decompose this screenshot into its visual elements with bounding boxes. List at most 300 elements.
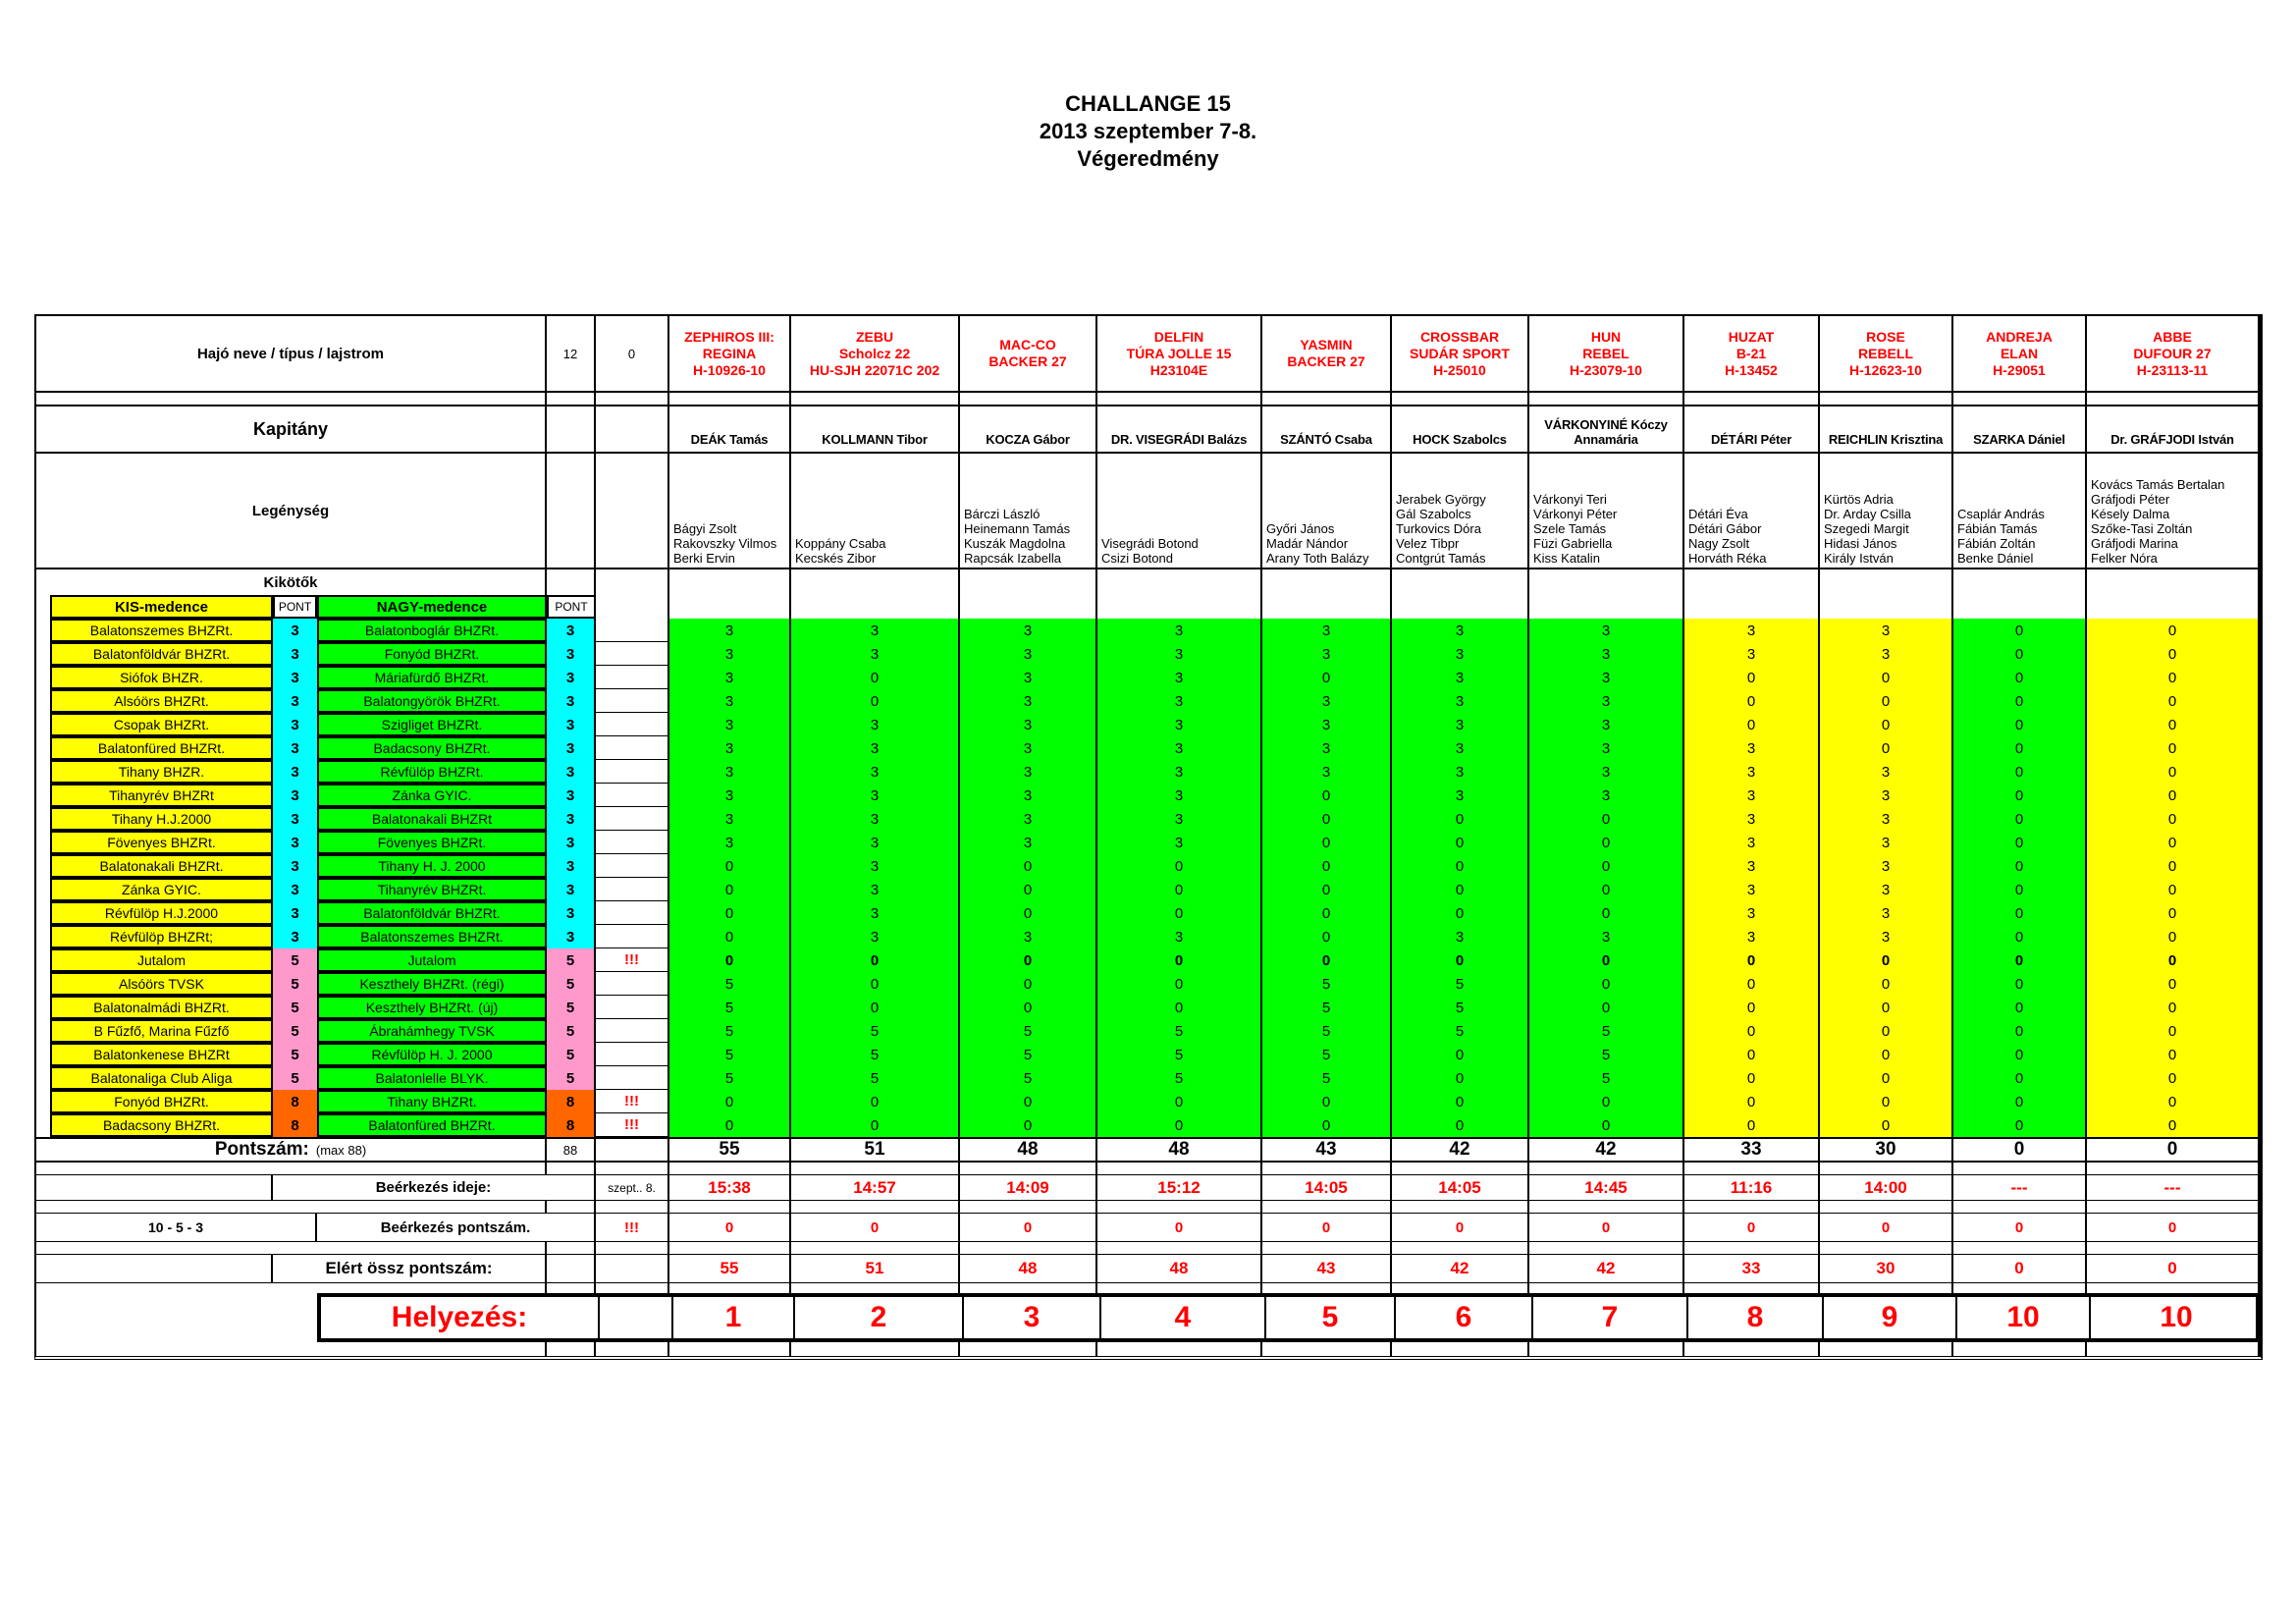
nagy-port-cell (317, 642, 547, 666)
score-cell: 3 (1529, 713, 1684, 736)
grid-line-cell (1529, 569, 1684, 595)
crew-member: Nagy Zsolt (1688, 536, 1750, 551)
score-cell: 5 (1262, 1043, 1392, 1066)
score-cell: 5 (791, 1019, 960, 1043)
page-title (0, 90, 2296, 173)
crew-cell (960, 454, 1097, 568)
warn-cell (596, 901, 669, 925)
arrival-time-cell: 14:00 (1820, 1175, 1953, 1200)
score-cell: 3 (1097, 831, 1262, 854)
warn-cell (596, 831, 669, 854)
port-row (36, 878, 2260, 901)
kis-port-box: Balatonszemes BHZRt. (50, 619, 273, 642)
boat-name-line: ROSE (1866, 328, 1905, 345)
points-max-value: 88 (547, 1139, 596, 1161)
boat-name-line: H-13452 (1725, 361, 1778, 378)
nagy-port-box: Keszthely BHZRt. (új) (317, 996, 547, 1019)
arrival-points-cell: 0 (669, 1214, 791, 1241)
score-cell: 0 (1953, 878, 2087, 901)
grid-line-cell (1392, 1163, 1529, 1174)
score-cell: 3 (791, 784, 960, 807)
arrival-time-cell: 14:05 (1262, 1175, 1392, 1200)
score-cell: 3 (1529, 642, 1684, 666)
grid-line-cell (1820, 1163, 1953, 1174)
nagy-port-box: Balatongyörök BHZRt. (317, 689, 547, 713)
nagy-port-cell (317, 1043, 547, 1066)
total-cell: 42 (1529, 1139, 1684, 1161)
nagy-port-cell (317, 878, 547, 901)
nagy-port-cell (317, 760, 547, 784)
score-cell: 0 (1529, 854, 1684, 878)
score-cell: 3 (960, 736, 1097, 760)
empty-cell (596, 1255, 669, 1282)
empty-cell (273, 1293, 317, 1342)
port-row (36, 925, 2260, 948)
gap-cell (36, 1163, 547, 1174)
port-row (36, 713, 2260, 736)
score-cell: 3 (1097, 713, 1262, 736)
arrival-time-cell: 14:05 (1392, 1175, 1529, 1200)
nagy-port-box: Balatonboglár BHZRt. (317, 619, 547, 642)
kis-pont-cell: 3 (273, 925, 317, 948)
kis-port-box: Balatonakali BHZRt. (50, 854, 273, 878)
boat-name-line: REBEL (1582, 345, 1629, 361)
nagy-port-box: Balatonfüred BHZRt. (317, 1113, 547, 1137)
pont2-header-cell (547, 595, 596, 619)
score-cell: 3 (669, 831, 791, 854)
arrival-points-cell: 0 (960, 1214, 1097, 1241)
gap-cell (596, 393, 669, 405)
score-cell: 5 (1097, 1019, 1262, 1043)
grid-line-cell (1953, 1163, 2087, 1174)
final-points-cell: 55 (669, 1255, 791, 1282)
crew-member: Benke Dániel (1957, 551, 2034, 566)
score-cell: 0 (2087, 1113, 2260, 1137)
score-cell: 0 (1684, 713, 1820, 736)
grid-line-cell (669, 1283, 791, 1293)
arrival-points-cell: 0 (2087, 1214, 2260, 1241)
boat-name-line: ZEPHIROS III: (684, 328, 774, 345)
grid-line-cell (1097, 1342, 1262, 1356)
kis-port-cell (36, 996, 273, 1019)
nagy-port-cell (317, 1019, 547, 1043)
score-cell: 0 (1529, 901, 1684, 925)
score-cell: 0 (1529, 996, 1684, 1019)
grid-line-cell (2087, 1163, 2260, 1174)
kis-port-box: Fövenyes BHZRt. (50, 831, 273, 854)
nagy-port-box: Badacsony BHZRt. (317, 736, 547, 760)
grid-strip (669, 1342, 2260, 1356)
kis-pont-cell: 3 (273, 878, 317, 901)
boat-name-line: REBELL (1858, 345, 1913, 361)
kis-port-box: Tihany BHZR. (50, 760, 273, 784)
points-total-label: Pontszám: (214, 1139, 309, 1160)
nagy-pont-cell: 3 (547, 878, 596, 901)
final-points-strip (669, 1255, 2260, 1282)
nagy-pont-cell: 3 (547, 760, 596, 784)
score-cell: 3 (1820, 784, 1953, 807)
score-cell: 3 (1097, 619, 1262, 642)
score-cell: 0 (1820, 996, 1953, 1019)
score-cell: 0 (669, 901, 791, 925)
score-cell: 0 (2087, 831, 2260, 854)
grid-line-cell (1953, 595, 2087, 619)
score-cell: 3 (960, 925, 1097, 948)
warn-cell (596, 996, 669, 1019)
gap-cell (596, 1283, 669, 1293)
grid-line-cell (1097, 1242, 1262, 1254)
grid-line-cell (960, 1242, 1097, 1254)
score-cell: 3 (669, 619, 791, 642)
empty-cell (36, 1175, 273, 1200)
score-cell: 0 (960, 948, 1097, 972)
crew-member: Várkonyi Teri (1533, 492, 1607, 507)
kis-port-box: Balatonaliga Club Aliga (50, 1066, 273, 1090)
grid-line-cell (1529, 1283, 1684, 1293)
score-cell: 5 (669, 972, 791, 996)
grid-line-cell (669, 1242, 791, 1254)
gap-cell (596, 1163, 669, 1174)
grid-strip (669, 393, 2260, 405)
grid-line-cell (791, 1242, 960, 1254)
boat-header-cell (1684, 316, 1820, 391)
pont-header-box: PONT (273, 595, 317, 619)
score-cell: 3 (1392, 760, 1529, 784)
boat-name-line: Scholcz 22 (838, 345, 911, 361)
port-row (36, 854, 2260, 878)
crew-list (1688, 507, 1766, 566)
score-cell: 5 (960, 1043, 1097, 1066)
score-cell: 0 (1953, 807, 2087, 831)
score-cell: 3 (1684, 831, 1820, 854)
score-cell: 0 (1262, 666, 1392, 689)
grid-line-cell (791, 1283, 960, 1293)
kis-pont-cell: 5 (273, 1066, 317, 1090)
arrival-time-cell: --- (1953, 1175, 2087, 1200)
boat-name-line: B-21 (1735, 345, 1767, 361)
score-cell: 3 (1684, 642, 1820, 666)
grid-line-cell (1953, 569, 2087, 595)
nagy-port-box: Zánka GYIC. (317, 784, 547, 807)
nagy-port-cell (317, 807, 547, 831)
crew-member: Turkovics Dóra (1396, 521, 1481, 536)
nagy-pont-cell: 3 (547, 736, 596, 760)
nagy-port-cell (317, 1066, 547, 1090)
final-points-row (36, 1254, 2260, 1283)
score-cell: 0 (2087, 996, 2260, 1019)
warn-cell (596, 1043, 669, 1066)
score-cell: 3 (1684, 619, 1820, 642)
port-row (36, 689, 2260, 713)
nagy-port-box: Révfülöp H. J. 2000 (317, 1043, 547, 1066)
warn-mark: !!! (596, 1214, 669, 1241)
score-cell: 3 (1097, 807, 1262, 831)
grid-line-cell (1684, 595, 1820, 619)
nagy-port-box: Jutalom (317, 948, 547, 972)
empty-cell (547, 406, 596, 452)
score-cell: 3 (1392, 925, 1529, 948)
kis-port-cell (36, 689, 273, 713)
grid-strip (669, 1242, 2260, 1254)
nagy-port-box: Ábrahámhegy TVSK (317, 1019, 547, 1043)
empty-cell (600, 1297, 673, 1338)
grid-line-cell (1684, 1201, 1820, 1213)
nagy-pont-cell: 5 (547, 996, 596, 1019)
warn-cell (596, 972, 669, 996)
score-cell: 3 (1262, 713, 1392, 736)
boat-name-line: H-10926-10 (693, 361, 766, 378)
score-cell: 0 (1684, 996, 1820, 1019)
score-cell: 0 (791, 996, 960, 1019)
score-cell: 3 (791, 831, 960, 854)
nagy-pont-cell: 3 (547, 901, 596, 925)
kis-port-cell (36, 925, 273, 948)
score-cell: 0 (1953, 1066, 2087, 1090)
kis-pont-cell: 5 (273, 948, 317, 972)
total-cell: 48 (960, 1139, 1097, 1161)
crew-member: Kiss Katalin (1533, 551, 1600, 566)
score-cell: 3 (1820, 831, 1953, 854)
score-cell: 0 (1684, 1019, 1820, 1043)
grid-line-cell (669, 569, 791, 595)
boat-header-cell (1953, 316, 2087, 391)
score-cell: 0 (1820, 666, 1953, 689)
final-points-cell: 51 (791, 1255, 960, 1282)
gap-row (36, 1242, 2260, 1254)
captains-strip (669, 406, 2260, 452)
points-total-label-cell (36, 1139, 547, 1161)
score-cell: 5 (1392, 996, 1529, 1019)
points-total-row (36, 1137, 2260, 1163)
boat-header-cell (2087, 316, 2260, 391)
grid-line-cell (1097, 1283, 1262, 1293)
crew-member: Kürtös Adria (1824, 492, 1894, 507)
arrival-time-cell: 14:09 (960, 1175, 1097, 1200)
score-cell: 0 (1262, 807, 1392, 831)
score-cell: 0 (1820, 948, 1953, 972)
nagy-port-cell (317, 1090, 547, 1113)
score-cell: 0 (2087, 736, 2260, 760)
grid-line-cell (1820, 569, 1953, 595)
score-cell: 0 (960, 1113, 1097, 1137)
grid-line-cell (1262, 1242, 1392, 1254)
score-cell: 0 (1953, 1090, 2087, 1113)
score-cell: 3 (1820, 878, 1953, 901)
warn-cell (596, 1066, 669, 1090)
nagy-port-cell (317, 666, 547, 689)
score-cell: 5 (960, 1066, 1097, 1090)
crew-member: Arany Toth Balázy (1266, 551, 1369, 566)
score-cell: 0 (1953, 925, 2087, 948)
grid-line-cell (2087, 1342, 2260, 1356)
score-cell: 0 (1684, 1066, 1820, 1090)
warn-cell: !!! (596, 1113, 669, 1137)
kis-port-box: Csopak BHZRt. (50, 713, 273, 736)
score-cell: 0 (1529, 1113, 1684, 1137)
score-cell: 5 (791, 1066, 960, 1090)
empty-cell (596, 406, 669, 452)
total-cell: 0 (1953, 1139, 2087, 1161)
score-cell: 0 (1953, 689, 2087, 713)
score-cell: 0 (1953, 948, 2087, 972)
score-cell: 3 (1529, 666, 1684, 689)
grid-line-cell (1529, 1242, 1684, 1254)
score-cell: 0 (1953, 1043, 2087, 1066)
grid-line-cell (1684, 1342, 1820, 1356)
score-cell: 3 (669, 784, 791, 807)
kis-port-cell (36, 1043, 273, 1066)
grid-line-cell (960, 1283, 1097, 1293)
port-row (36, 736, 2260, 760)
warn-cell (596, 642, 669, 666)
rank-cell: 1 (673, 1297, 795, 1338)
kis-port-cell (36, 948, 273, 972)
kis-port-box: Tihany H.J.2000 (50, 807, 273, 831)
score-cell: 0 (1529, 878, 1684, 901)
total-cell: 42 (1392, 1139, 1529, 1161)
grid-line-cell (1684, 393, 1820, 405)
score-cell: 0 (1953, 784, 2087, 807)
crew-member: Késely Dalma (2091, 507, 2170, 521)
grid-line-cell (1529, 1342, 1684, 1356)
score-cell: 5 (1392, 972, 1529, 996)
total-cell: 55 (669, 1139, 791, 1161)
score-cell: 3 (1262, 760, 1392, 784)
title-line2: 2013 szeptember 7-8. (1039, 119, 1257, 143)
score-cell: 3 (791, 736, 960, 760)
grid-line-cell (1392, 1283, 1529, 1293)
total-cell: 0 (2087, 1139, 2260, 1161)
kis-port-box: Tihanyrév BHZRt (50, 784, 273, 807)
grid-line-cell (960, 1342, 1097, 1356)
crew-cell (1262, 454, 1392, 568)
boat-header-cell (669, 316, 791, 391)
arrival-points-cell: 0 (791, 1214, 960, 1241)
nagy-port-box: Máriafürdő BHZRt. (317, 666, 547, 689)
grid-strip (669, 1283, 2260, 1293)
port-rows (36, 619, 2260, 1137)
score-cell: 5 (1097, 1066, 1262, 1090)
kis-pont-cell: 5 (273, 1019, 317, 1043)
score-cell: 0 (1097, 996, 1262, 1019)
crew-member: Kecskés Zibor (795, 551, 877, 566)
kis-port-cell (36, 760, 273, 784)
pont2-header-box: PONT (547, 595, 596, 619)
empty-cell (596, 1139, 669, 1161)
score-cell: 0 (2087, 878, 2260, 901)
boat-name-line: REGINA (702, 345, 757, 361)
crew-list (1266, 521, 1369, 566)
score-cell: 3 (1529, 736, 1684, 760)
score-cell: 0 (1262, 831, 1392, 854)
kis-port-box: Balatonalmádi BHZRt. (50, 996, 273, 1019)
grid-line-cell (1392, 1342, 1529, 1356)
points-max-label: (max 88) (315, 1142, 367, 1158)
nagy-port-box: Révfülöp BHZRt. (317, 760, 547, 784)
rank-box (317, 1293, 2260, 1342)
grid-line-cell (1262, 1163, 1392, 1174)
score-cell: 3 (960, 831, 1097, 854)
score-cell: 3 (1392, 713, 1529, 736)
rank-cell: 6 (1396, 1297, 1533, 1338)
score-cell: 3 (669, 760, 791, 784)
nagy-pont-cell: 8 (547, 1090, 596, 1113)
score-cell: 0 (1820, 736, 1953, 760)
score-cell: 0 (1529, 1090, 1684, 1113)
gap-cell (36, 1342, 547, 1356)
kis-pont-cell: 3 (273, 784, 317, 807)
warn-cell (596, 619, 669, 642)
score-cell: 0 (1392, 831, 1529, 854)
score-cell: 3 (791, 642, 960, 666)
score-cell: 0 (1392, 1113, 1529, 1137)
score-cell: 0 (1262, 1090, 1392, 1113)
kis-pont-cell: 8 (273, 1090, 317, 1113)
warn-cell (596, 807, 669, 831)
score-cell: 3 (669, 642, 791, 666)
crew-member: Csizi Botond (1101, 551, 1173, 566)
nagy-header-cell (317, 595, 547, 619)
kis-port-box: Zánka GYIC. (50, 878, 273, 901)
score-cell: 3 (1097, 689, 1262, 713)
crew-list (964, 507, 1070, 566)
boat-name-line: DELFIN (1153, 328, 1204, 345)
nagy-port-cell (317, 713, 547, 736)
final-points-cell: 0 (2087, 1255, 2260, 1282)
score-cell: 3 (960, 760, 1097, 784)
score-cell: 0 (1820, 1019, 1953, 1043)
score-cell: 3 (1820, 760, 1953, 784)
warn-cell (596, 760, 669, 784)
gap-cell (36, 393, 547, 405)
boat-name-line: YASMIN (1300, 337, 1353, 352)
score-cell: 0 (2087, 854, 2260, 878)
kis-port-box: Balatonfüred BHZRt. (50, 736, 273, 760)
crew-member: Gráfjodi Péter (2091, 492, 2170, 507)
grid-line-cell (1262, 1283, 1392, 1293)
nagy-port-box: Tihany H. J. 2000 (317, 854, 547, 878)
captain-cell: Dr. GRÁFJODI István (2087, 406, 2260, 452)
score-cell: 3 (1684, 736, 1820, 760)
score-cell: 5 (960, 1019, 1097, 1043)
grid-line-cell (669, 1201, 791, 1213)
nagy-pont-cell: 3 (547, 713, 596, 736)
nagy-pont-cell: 3 (547, 831, 596, 854)
score-cell: 0 (1097, 878, 1262, 901)
score-cell: 0 (1392, 901, 1529, 925)
crew-member: Berki Ervin (673, 551, 735, 566)
score-cell: 0 (1820, 972, 1953, 996)
score-cell: 0 (1529, 807, 1684, 831)
score-cell: 3 (791, 713, 960, 736)
crew-cell (1097, 454, 1262, 568)
score-cell: 0 (1953, 642, 2087, 666)
crew-cell (2087, 454, 2260, 568)
score-cell: 3 (1392, 736, 1529, 760)
kis-port-cell (36, 619, 273, 642)
crew-member: Gráfjodi Marina (2091, 536, 2178, 551)
score-cell: 3 (1097, 784, 1262, 807)
rank-strip (673, 1297, 2260, 1338)
port-row (36, 807, 2260, 831)
empty-cell (596, 454, 669, 568)
grid-line-cell (1262, 569, 1392, 595)
score-cell: 0 (1820, 1066, 1953, 1090)
crew-member: Horváth Réka (1688, 551, 1767, 566)
crew-member: Szele Tamás (1533, 521, 1607, 536)
nagy-port-box: Balatonakali BHZRt (317, 807, 547, 831)
grid-line-cell (2087, 595, 2260, 619)
